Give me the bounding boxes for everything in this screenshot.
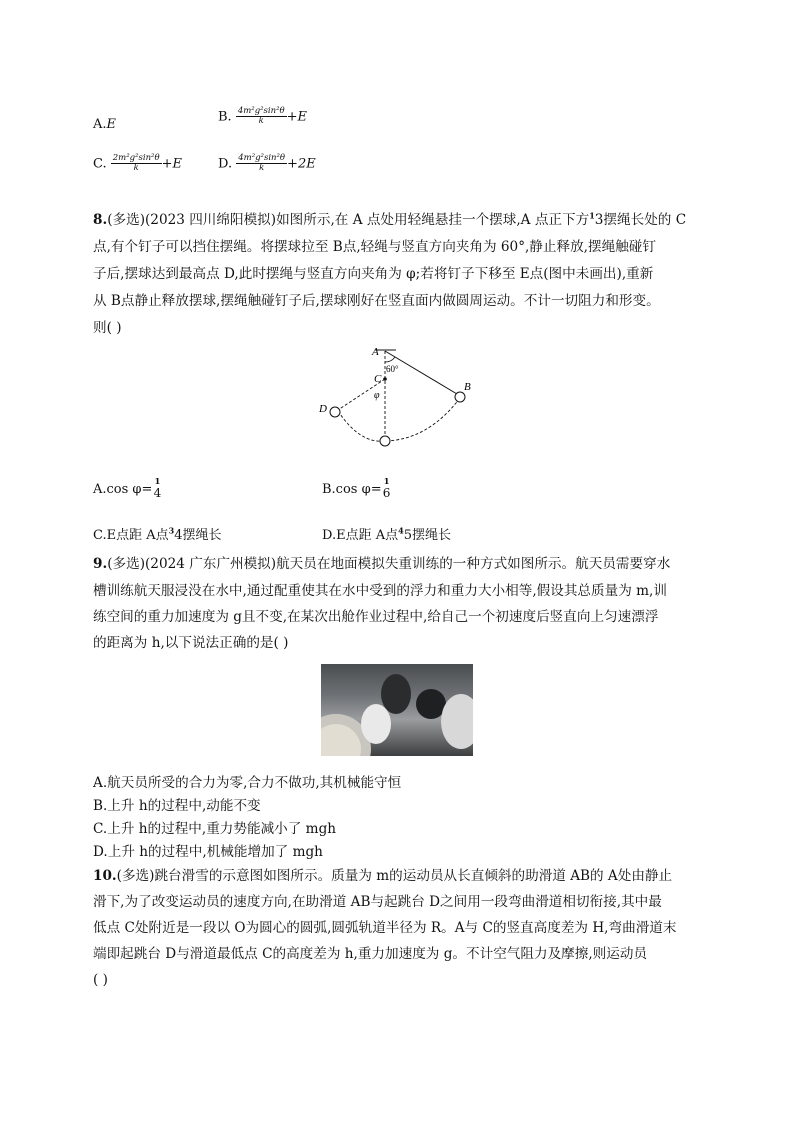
photo-detail (441, 694, 473, 749)
numerator: 4m²g²sin²θ (237, 106, 285, 116)
q8-option-c (93, 524, 222, 543)
option-text: D.E点距 A点 (322, 528, 399, 543)
denominator: 4 (153, 486, 162, 501)
q8-line-4: 从 B点静止释放摆球,摆绳触碰钉子后,摆球刚好在竖直面内做圆周运动。不计一切阻力和形变。 (93, 293, 660, 309)
swing-arc (338, 398, 460, 441)
q9-line-2: 槽训练航天服浸没在水中,通过配重使其在水中受到的浮力和重力大小相等,假设其总质量为 m,训 (93, 583, 667, 599)
q8-line-2: 点,有个钉子可以挡住摆绳。将摆球拉至 B点,轻绳与竖直方向夹角为 60°,静止释放,摆绳触碰钉 (93, 239, 656, 255)
q8-option-d (322, 524, 451, 543)
photo-detail (361, 704, 391, 744)
nail-c (383, 377, 387, 381)
option-label: B. (218, 109, 232, 125)
numerator: 1 (154, 477, 161, 487)
q10-line-2: 滑下,为了改变运动员的速度方向,在助滑道 AB与起跳台 D之间用一段弯曲滑道相切衔接,其中最 (93, 894, 662, 910)
q8-line-1 (93, 210, 686, 230)
question-number: 9. (93, 556, 108, 572)
fraction (152, 478, 162, 501)
fraction-numerator: 3 (168, 525, 175, 536)
ball-bottom (380, 436, 390, 446)
q8-line-5: 则( ) (93, 320, 122, 336)
q9-option-c: C.上升 h的过程中,重力势能减小了 mgh (93, 821, 337, 837)
q10-text: (多选)跳台滑雪的示意图如图所示。质量为 m的运动员从长直倾斜的助滑道 AB的 A处由静止 (116, 868, 673, 884)
q9-line-1 (93, 554, 670, 574)
q8-text: 3摆绳长处的 C (594, 212, 687, 228)
option-label: A. (93, 117, 107, 132)
option-value: E (106, 117, 117, 132)
pendulum-diagram (310, 342, 480, 452)
fraction-numerator: 1 (589, 210, 595, 221)
angle-arc (385, 357, 395, 362)
label-a: A (372, 346, 379, 358)
q9-option-b: B.上升 h的过程中,动能不变 (93, 798, 261, 814)
numerator: 1 (383, 477, 390, 487)
q9-line-3: 练空间的重力加速度为 g且不变,在某次出舱作业过程中,给自己一个初速度后竖直向上匀速漂浮 (93, 609, 659, 625)
q9-text: (多选)(2024 广东广州模拟)航天员在地面模拟失重训练的一种方式如图所示。航天员需要穿水 (107, 556, 671, 572)
fraction (111, 154, 162, 174)
fraction (236, 154, 287, 174)
denominator: k (111, 163, 162, 173)
option-text: B.cos φ= (322, 481, 382, 497)
option-tail: +E (286, 109, 308, 125)
ball-d (330, 407, 340, 417)
fraction (382, 478, 392, 501)
question-number: 10. (93, 868, 117, 884)
option-tail: 4摆绳长 (174, 528, 222, 543)
option-text: C.E点距 A点 (93, 528, 169, 543)
q7-option-a (93, 117, 116, 132)
option-tail: +2E (287, 156, 316, 172)
option-tail: +E (161, 156, 182, 172)
q8-option-b (322, 478, 392, 501)
q7-option-d (218, 154, 316, 174)
denominator: 6 (382, 486, 391, 501)
option-text: A.cos φ= (93, 481, 153, 497)
q8-option-a (93, 478, 162, 501)
q8-line-3: 子后,摆球达到最高点 D,此时摆绳与竖直方向夹角为 φ;若将钉子下移至 E点(图中未画出),重新 (93, 266, 654, 282)
option-tail: 5摆绳长 (403, 528, 451, 543)
numerator: 4m²g²sin²θ (238, 153, 286, 163)
phi-label: φ (374, 390, 380, 401)
option-label: D. (218, 156, 233, 172)
q10-line-3: 低点 C处附近是一段以 O为圆心的圆弧,圆弧轨道半径为 R。A与 C的竖直高度差为 H,弯曲滑道末 (93, 920, 677, 936)
label-d: D (319, 403, 327, 415)
q10-line-1 (93, 866, 672, 886)
label-b: B (464, 381, 471, 393)
question-number: 8. (93, 212, 108, 228)
angle-label: 60° (386, 364, 399, 374)
fraction-numerator: 4 (398, 525, 404, 536)
q10-line-5: ( ) (93, 972, 108, 988)
astronaut-training-photo (321, 664, 473, 756)
q7-option-b (218, 107, 307, 127)
q9-option-a: A.航天员所受的合力为零,合力不做功,其机械能守恒 (93, 775, 402, 791)
fraction (236, 107, 287, 127)
label-c: C (374, 373, 382, 385)
q10-line-4: 端即起跳台 D与滑道最低点 C的高度差为 h,重力加速度为 g。不计空气阻力及摩擦,则运动员 (93, 946, 648, 962)
q8-text: (多选)(2023 四川绵阳模拟)如图所示,在 A 点处用轻绳悬挂一个摆球,A 点正下方 (107, 212, 590, 228)
q7-option-c (93, 154, 182, 174)
denominator: k (236, 116, 287, 126)
q9-line-4: 的距离为 h,以下说法正确的是( ) (93, 635, 289, 651)
ball-b (455, 392, 465, 402)
denominator: k (236, 163, 287, 173)
option-label: C. (93, 156, 107, 172)
q9-option-d: D.上升 h的过程中,机械能增加了 mgh (93, 844, 323, 860)
numerator: 2m²g²sin²θ (112, 153, 160, 163)
